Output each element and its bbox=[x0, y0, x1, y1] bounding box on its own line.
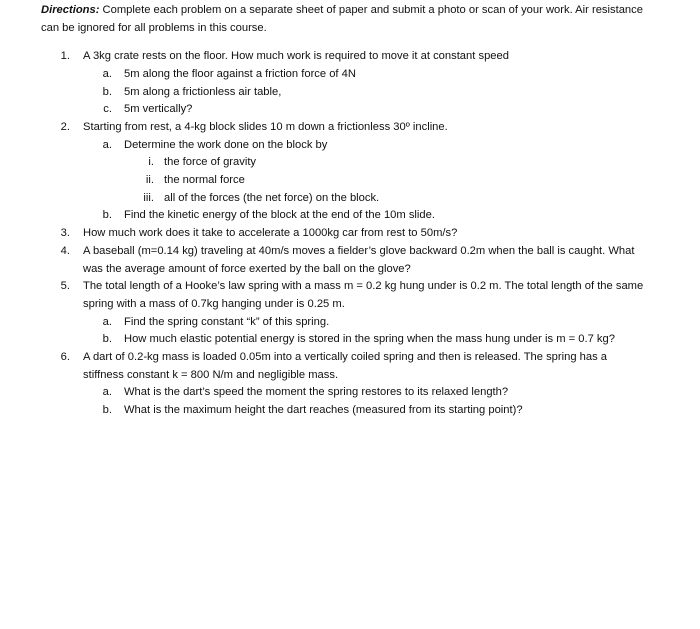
problem-text: A dart of 0.2-kg mass is loaded 0.05m into a vertically coiled spring and then is released. The spring has a bbox=[83, 351, 608, 363]
subpart-roman: ii. bbox=[145, 174, 154, 186]
directions-line-2 bbox=[41, 21, 700, 35]
part-letter: a. bbox=[102, 316, 112, 328]
subpart-roman: i. bbox=[148, 156, 154, 168]
part-letter: b. bbox=[102, 404, 112, 416]
problem-2-subpart-iii bbox=[0, 191, 700, 205]
problem-text: was the average amount of force exerted by the ball on the glove? bbox=[83, 263, 411, 275]
part-text: What is the maximum height the dart reaches (measured from its starting point)? bbox=[124, 404, 523, 416]
part-text: Find the kinetic energy of the block at the end of the 10m slide. bbox=[124, 209, 435, 221]
problem-number: 4. bbox=[60, 245, 70, 257]
problem-1-part-b bbox=[0, 85, 700, 99]
problem-number: 6. bbox=[60, 351, 70, 363]
problem-6 bbox=[0, 350, 700, 364]
part-letter: b. bbox=[102, 333, 112, 345]
directions-line-1 bbox=[41, 3, 700, 17]
problem-text: The total length of a Hooke’s law spring with a mass m = 0.2 kg hung under is 0.2 m. The total length of the same bbox=[83, 280, 644, 292]
part-letter: a. bbox=[102, 386, 112, 398]
subpart-text: all of the forces (the net force) on the block. bbox=[164, 192, 380, 204]
part-text: Determine the work done on the block by bbox=[124, 139, 328, 151]
problem-5 bbox=[0, 279, 700, 293]
problem-6-part-a bbox=[0, 385, 700, 399]
problem-5-line-2 bbox=[0, 297, 700, 311]
subpart-roman: iii. bbox=[143, 192, 154, 204]
problem-5-part-b bbox=[0, 332, 700, 346]
problem-4 bbox=[0, 244, 700, 258]
part-text: 5m along the floor against a friction force of 4N bbox=[124, 68, 356, 80]
problem-text: spring with a mass of 0.7kg hanging under is 0.25 m. bbox=[83, 298, 345, 310]
part-letter: b. bbox=[102, 86, 112, 98]
part-text: What is the dart’s speed the moment the spring restores to its relaxed length? bbox=[124, 386, 509, 398]
problem-text: A 3kg crate rests on the floor. How much work is required to move it at constant speed bbox=[83, 50, 509, 62]
problem-number: 2. bbox=[60, 121, 70, 133]
problem-2-subpart-ii bbox=[0, 173, 700, 187]
problem-6-part-b bbox=[0, 403, 700, 417]
part-letter: b. bbox=[102, 209, 112, 221]
problem-2-part-b bbox=[0, 208, 700, 222]
part-letter: a. bbox=[102, 68, 112, 80]
directions-text-2: can be ignored for all problems in this course. bbox=[41, 22, 267, 34]
problem-2 bbox=[0, 120, 700, 134]
problem-4-line-2 bbox=[0, 262, 700, 276]
problem-number: 3. bbox=[60, 227, 70, 239]
problem-number: 5. bbox=[60, 280, 70, 292]
part-text: 5m along a frictionless air table, bbox=[124, 86, 282, 98]
part-letter: c. bbox=[103, 103, 112, 115]
part-text: Find the spring constant “k” of this spring. bbox=[124, 316, 330, 328]
problem-text: A baseball (m=0.14 kg) traveling at 40m/s moves a fielder’s glove backward 0.2m when the ball is caught. What bbox=[83, 245, 635, 257]
problem-1-part-c bbox=[0, 102, 700, 116]
part-letter: a. bbox=[102, 139, 112, 151]
problem-1 bbox=[0, 49, 700, 63]
problem-6-line-2 bbox=[0, 368, 700, 382]
problem-5-part-a bbox=[0, 315, 700, 329]
problem-2-part-a bbox=[0, 138, 700, 152]
part-text: How much elastic potential energy is stored in the spring when the mass hung under is m = 0.7 kg? bbox=[124, 333, 615, 345]
directions-text-1: Complete each problem on a separate sheet of paper and submit a photo or scan of your work. Air resistance bbox=[99, 4, 643, 16]
problem-2-subpart-i bbox=[0, 155, 700, 169]
part-text: 5m vertically? bbox=[124, 103, 193, 115]
directions-label: Directions: bbox=[41, 4, 100, 16]
problem-text: Starting from rest, a 4-kg block slides 10 m down a frictionless 30º incline. bbox=[83, 121, 448, 133]
problem-1-part-a bbox=[0, 67, 700, 81]
problem-number: 1. bbox=[60, 50, 70, 62]
subpart-text: the force of gravity bbox=[164, 156, 257, 168]
subpart-text: the normal force bbox=[164, 174, 245, 186]
problem-text: How much work does it take to accelerate a 1000kg car from rest to 50m/s? bbox=[83, 227, 458, 239]
problem-text: stiffness constant k = 800 N/m and negligible mass. bbox=[83, 369, 339, 381]
problem-3 bbox=[0, 226, 700, 240]
